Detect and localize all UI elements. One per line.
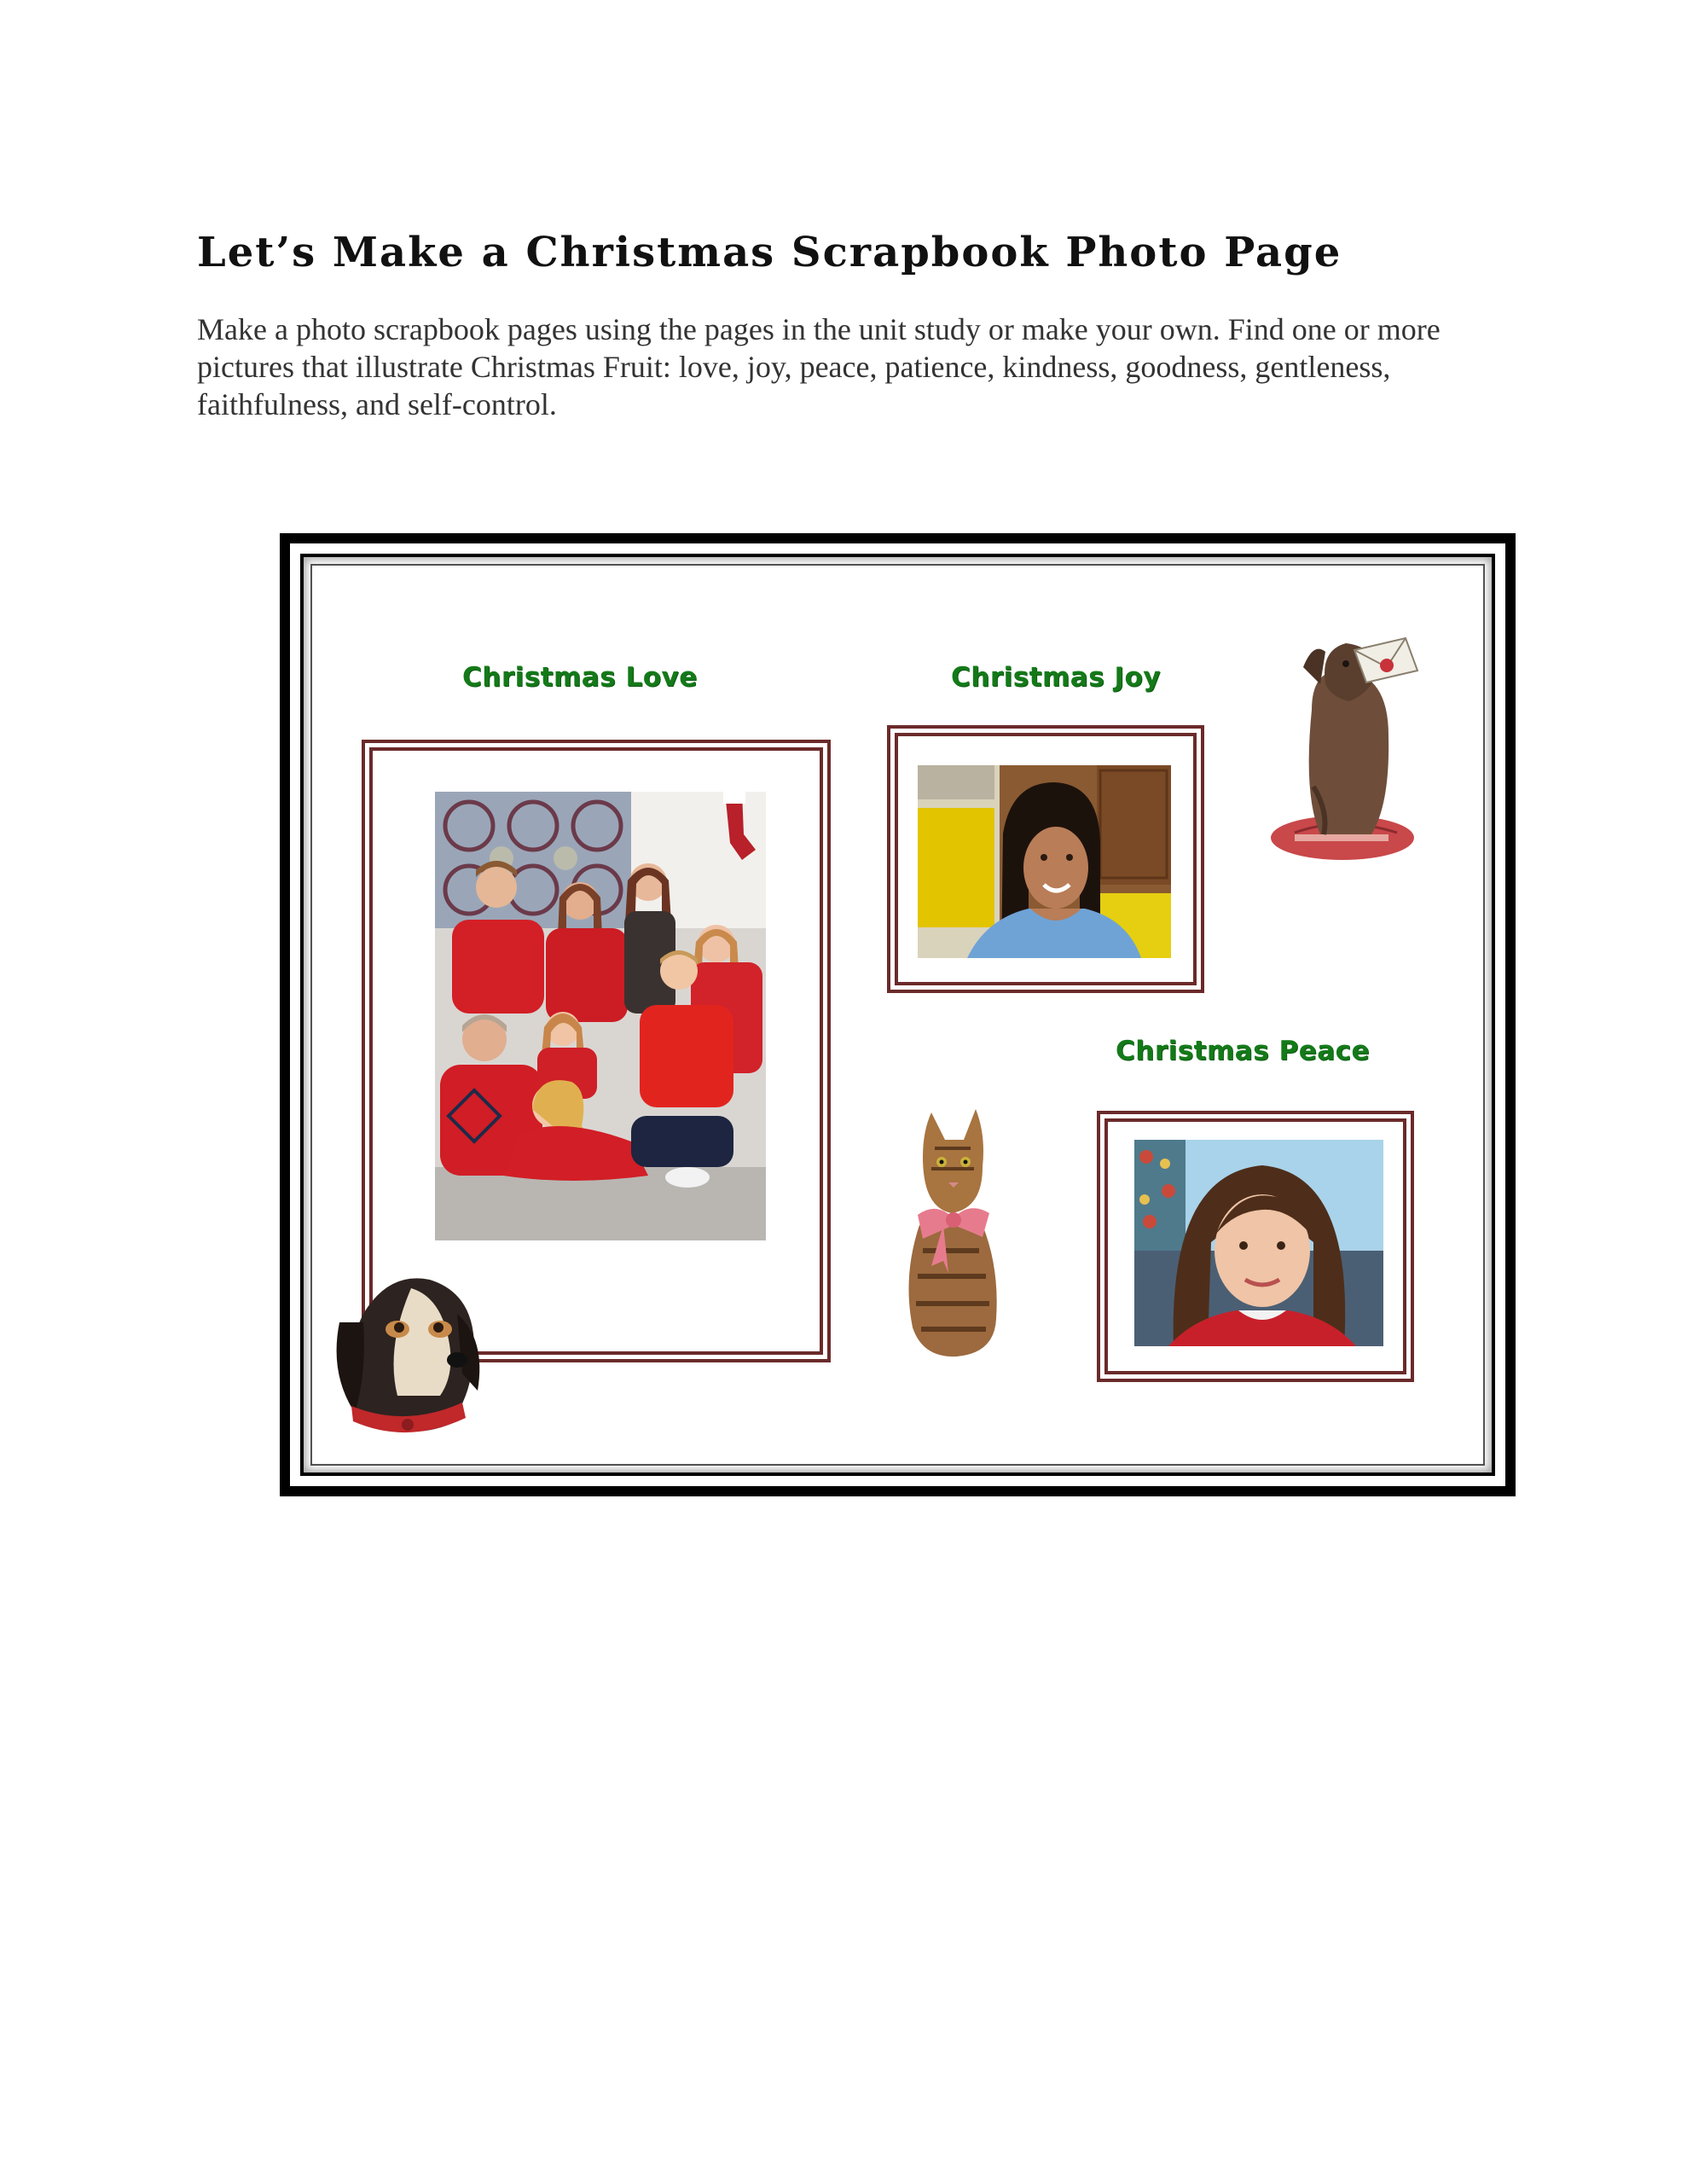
page-heading: Let’s Make a Christmas Scrapbook Photo Page: [197, 229, 1342, 276]
caption-christmas-love: Christmas Love: [462, 662, 698, 693]
family-group-photo: [435, 792, 766, 1240]
intro-paragraph: Make a photo scrapbook pages using the pages in the unit study or make your own. Find one or more pictures that illustrate Christmas Fruit: love, joy, peace, patience, kindness, goodness, gentleness, faithfulness, and self-control.: [197, 312, 1441, 421]
caption-christmas-peace: Christmas Peace: [1116, 1036, 1371, 1066]
woman-portrait-photo: [918, 765, 1171, 958]
caption-christmas-joy: Christmas Joy: [951, 662, 1162, 693]
beagle-head-clipart: [329, 1246, 490, 1437]
girl-portrait-photo: [1134, 1140, 1383, 1346]
dog-with-letter-clipart: [1261, 633, 1419, 870]
cat-with-bow-clipart: [897, 1106, 1008, 1360]
